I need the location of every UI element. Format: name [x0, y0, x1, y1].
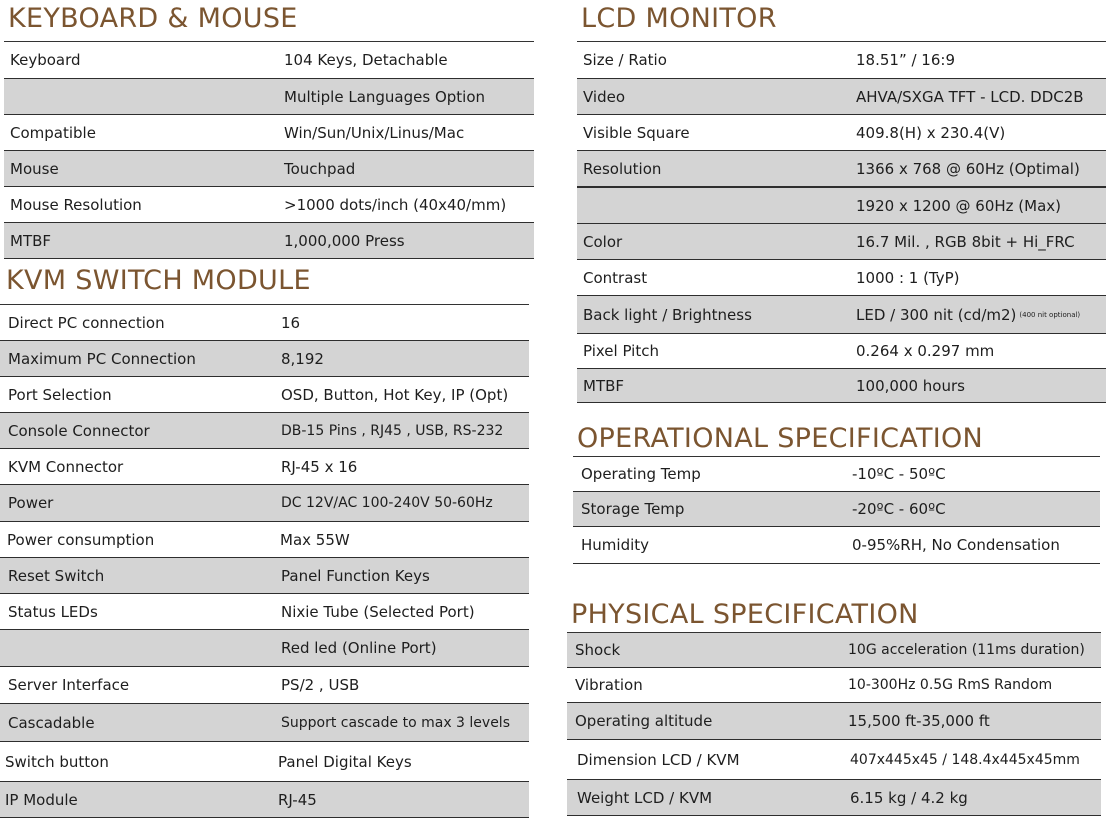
lcd-monitor-section — [577, 2, 1106, 403]
spec-value: DC 12V/AC 100-240V 50-60Hz — [281, 495, 493, 511]
table-row — [0, 485, 529, 522]
table-row — [0, 630, 529, 667]
kvm-switch-section — [0, 264, 529, 818]
spec-label: Shock — [575, 641, 621, 659]
spec-value: AHVA/SXGA TFT - LCD. DDC2B — [856, 87, 1084, 106]
table-row — [0, 667, 529, 704]
spec-label: Power — [8, 494, 54, 512]
spec-label: Cascadable — [8, 713, 95, 732]
spec-value: 0.264 x 0.297 mm — [856, 342, 995, 360]
spec-value: 1000 : 1 (TyP) — [856, 268, 960, 287]
spec-label: Dimension LCD / KVM — [577, 750, 740, 769]
table-row — [567, 703, 1101, 740]
spec-value: Panel Function Keys — [281, 566, 430, 585]
spec-value: 8,192 — [281, 349, 324, 368]
spec-label: Port Selection — [8, 385, 112, 404]
table-row — [567, 633, 1101, 668]
operational-table — [573, 456, 1100, 564]
spec-label: Mouse Resolution — [10, 195, 142, 214]
operational-section — [573, 422, 1100, 564]
table-row — [0, 522, 529, 558]
physical-section — [567, 598, 1101, 816]
spec-value: 16 — [281, 313, 301, 332]
spec-value: PS/2 , USB — [281, 676, 360, 694]
table-row — [573, 457, 1100, 492]
spec-label: KVM Connector — [8, 457, 124, 476]
spec-label: Switch button — [5, 752, 109, 771]
spec-value: RJ-45 — [278, 790, 317, 809]
spec-value: 18.51” / 16:9 — [856, 51, 955, 69]
spec-value: LED / 300 nit (cd/m2) — [856, 305, 1017, 324]
keyboard-mouse-table — [4, 41, 534, 259]
spec-value: 15,500 ft-35,000 ft — [848, 712, 990, 730]
lcd-monitor-title: LCD MONITOR — [581, 3, 777, 34]
physical-table — [567, 632, 1101, 816]
spec-label: Size / Ratio — [583, 51, 667, 69]
spec-label: Color — [583, 232, 623, 251]
table-row — [573, 492, 1100, 527]
physical-title: PHYSICAL SPECIFICATION — [571, 599, 919, 630]
spec-label: Contrast — [583, 268, 648, 287]
spec-label: Maximum PC Connection — [8, 349, 196, 368]
table-row — [0, 377, 529, 413]
spec-label: Reset Switch — [8, 566, 105, 585]
spec-value: Support cascade to max 3 levels — [281, 714, 510, 731]
spec-note: (400 nit optional) — [1019, 310, 1081, 319]
spec-label: Storage Temp — [581, 500, 685, 518]
spec-value: 409.8(H) x 230.4(V) — [856, 123, 1006, 142]
table-row — [577, 187, 1106, 224]
spec-label: Back light / Brightness — [583, 305, 752, 324]
table-row — [577, 260, 1106, 296]
spec-label: Video — [583, 87, 626, 106]
spec-value: -20ºC - 60ºC — [852, 500, 946, 518]
spec-value: 104 Keys, Detachable — [284, 51, 448, 69]
spec-value: OSD, Button, Hot Key, IP (Opt) — [281, 385, 509, 404]
spec-label: Visible Square — [583, 123, 690, 142]
spec-label: Resolution — [583, 159, 662, 178]
spec-label: Vibration — [575, 676, 643, 694]
spec-label: Keyboard — [10, 51, 81, 69]
spec-label: Direct PC connection — [8, 313, 165, 332]
spec-value: 1920 x 1200 @ 60Hz (Max) — [856, 196, 1062, 215]
spec-value: 10-300Hz 0.5G RmS Random — [848, 677, 1053, 693]
spec-label: Humidity — [581, 536, 650, 554]
lcd-monitor-table — [577, 41, 1106, 403]
kvm-switch-table — [0, 304, 529, 818]
table-row — [577, 42, 1106, 79]
spec-value: 10G acceleration (11ms duration) — [848, 642, 1085, 658]
table-row — [4, 223, 534, 259]
spec-value: 407x445x45 / 148.4x445x45mm — [850, 751, 1080, 768]
table-row — [0, 594, 529, 630]
table-row — [4, 79, 534, 115]
table-row — [4, 115, 534, 151]
table-row — [577, 115, 1106, 151]
table-row — [0, 413, 529, 449]
keyboard-mouse-title: KEYBOARD & MOUSE — [8, 3, 298, 34]
table-row — [577, 79, 1106, 115]
table-row — [577, 224, 1106, 260]
table-row — [0, 782, 529, 818]
spec-value: RJ-45 x 16 — [281, 457, 358, 476]
table-row — [577, 334, 1106, 369]
spec-label: Power consumption — [7, 530, 155, 549]
spec-label: Pixel Pitch — [583, 342, 659, 360]
table-row — [0, 305, 529, 341]
spec-label: Operating altitude — [575, 712, 713, 730]
table-row — [0, 742, 529, 782]
spec-value: Red led (Online Port) — [281, 639, 437, 657]
spec-label: IP Module — [5, 790, 78, 809]
table-row — [0, 449, 529, 485]
spec-label: MTBF — [583, 376, 625, 395]
spec-value: Panel Digital Keys — [278, 752, 412, 771]
spec-label: Status LEDs — [8, 602, 98, 621]
spec-value: 100,000 hours — [856, 376, 965, 395]
spec-label: Operating Temp — [581, 465, 701, 483]
table-row — [4, 187, 534, 223]
spec-value: Multiple Languages Option — [284, 87, 486, 106]
spec-value: 0-95%RH, No Condensation — [852, 536, 1060, 554]
keyboard-mouse-section — [4, 2, 534, 259]
table-row — [573, 527, 1100, 564]
table-row — [567, 780, 1101, 816]
table-row — [0, 341, 529, 377]
spec-value: DB-15 Pins , RJ45 , USB, RS-232 — [281, 422, 504, 439]
spec-value: Max 55W — [280, 530, 350, 549]
spec-value: >1000 dots/inch (40x40/mm) — [284, 195, 507, 214]
table-row — [577, 369, 1106, 403]
spec-label: Server Interface — [8, 676, 130, 694]
spec-label: Weight LCD / KVM — [577, 788, 713, 807]
table-row — [567, 668, 1101, 703]
spec-value: Touchpad — [284, 159, 356, 178]
spec-value: 6.15 kg / 4.2 kg — [850, 788, 968, 807]
table-row — [577, 151, 1106, 187]
table-row — [4, 42, 534, 79]
table-row — [0, 558, 529, 594]
table-row — [4, 151, 534, 187]
spec-value: Nixie Tube (Selected Port) — [281, 602, 475, 621]
spec-label: MTBF — [10, 231, 52, 250]
spec-value: Win/Sun/Unix/Linus/Mac — [284, 123, 465, 142]
spec-label: Console Connector — [8, 421, 150, 440]
table-row — [567, 740, 1101, 780]
kvm-switch-title: KVM SWITCH MODULE — [6, 265, 311, 296]
spec-label: Compatible — [10, 123, 96, 142]
spec-label: Mouse — [10, 159, 59, 178]
table-row — [0, 704, 529, 742]
spec-value: 16.7 Mil. , RGB 8bit + Hi_FRC — [856, 232, 1075, 251]
spec-value: 1,000,000 Press — [284, 231, 405, 250]
operational-title: OPERATIONAL SPECIFICATION — [577, 423, 984, 454]
spec-value: 1366 x 768 @ 60Hz (Optimal) — [856, 159, 1080, 178]
table-row — [577, 296, 1106, 334]
spec-value: -10ºC - 50ºC — [852, 465, 946, 483]
